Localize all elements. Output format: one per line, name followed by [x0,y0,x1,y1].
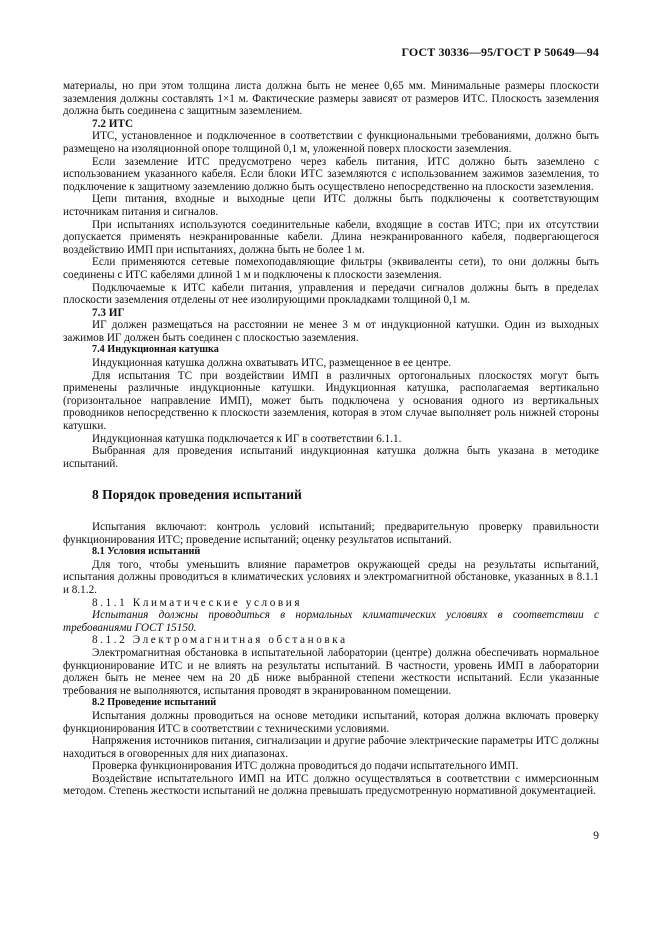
paragraph: Если заземление ИТС предусмотрено через кабель питания, ИТС должно быть заземлено с использованием указанного кабеля. Если блоки ИТС заземляются с использованием зажимов заземления, то подключение к защитному заземлению должно быть осуществлено непосредственно на плоскости заземления. [63,155,599,193]
paragraph: При испытаниях используются соединительные кабели, входящие в состав ИТС; при их отсутствии допускается применять неэкранированные кабели. Длина неэкранированного кабеля, подвергающегося воздействию ИМП при испытаниях, должна быть не более 1 м. [63,218,599,256]
subsection-heading-7-2: 7.2 ИТС [92,117,134,130]
page-header-standard-id: ГОСТ 30336—95/ГОСТ Р 50649—94 [401,45,599,59]
paragraph: Для испытания ТС при воздействии ИМП в различных ортогональных плоскостях могут быть применены различные индукционные катушки. Индукционная катушка, располагаемая вертикально (горизонтальное направление ИМП), может быть подключена у основания одного из вертикальных проводников непосредственно к плоскости заземления, которая в этом случае выполняет роль нижней стороны катушки. [63,369,599,433]
paragraph: Испытания включают: контроль условий испытаний; предварительную проверку правильности функционирования ИТС; проведение испытаний; оценку результатов испытаний. [63,521,599,546]
paragraph: Для того, чтобы уменьшить влияние параметров окружающей среды на результаты испытаний, испытания должны проводиться в климатических условиях и электромагнитной обстановке, указанных в 8.1.1 и 8.1.2. [63,558,599,596]
paragraph: Если применяются сетевые помехоподавляющие фильтры (эквиваленты сети), то они должны быть соединены с ИТС кабелями длиной 1 м и подключены к плоскости заземления. [63,256,599,281]
paragraph: Индукционная катушка должна охватывать ИТС, размещенное в ее центре. [92,357,452,370]
section-heading-8: 8 Порядок проведения испытаний [92,487,302,503]
paragraph: Электромагнитная обстановка в испытательной лаборатории (центре) должна обеспечивать нормальное функционирование ИТС и не влиять на результаты испытаний. В частности, уровень ИМП в лаборатории должен быть не менее чем на 20 дБ ниже выбранной степени жесткости испытаний. Если указанные требования не выполняются, испытания проводят в экранированном помещении. [63,646,599,697]
paragraph: Напряжения источников питания, сигнализации и другие рабочие электрические параметры ИТС должны находиться в оговоренных для них диапазонах. [63,735,599,760]
subsection-heading-7-4: 7.4 Индукционная катушка [92,344,219,356]
paragraph: Проверка функционирования ИТС должна проводиться до подачи испытательного ИМП. [92,760,519,773]
paragraph: Испытания должны проводиться на основе методики испытаний, которая должна включать проверку функционирования ИТС в соответствии с техническими условиями. [63,709,599,735]
paragraph: ИГ должен размещаться на расстоянии не менее 3 м от индукционной катушки. Один из выходных зажимов ИГ должен быть соединен с плоскостью заземления. [63,319,599,344]
paragraph-italic: Испытания должны проводиться в нормальных климатических условиях в соответствии с требованиями ГОСТ 15150. [63,609,599,634]
clause-heading-8-1-2: 8.1.2 Электромагнитная обстановка [92,634,348,647]
paragraph: материалы, но при этом толщина листа должна быть не менее 0,65 мм. Минимальные размеры плоскости заземления должны составлять 1×1 м. Фактические размеры зависят от размеров ИТС. Плоскость заземления должна быть соединена с защитным заземлением. [63,80,599,118]
paragraph: Воздействие испытательного ИМП на ИТС должно осуществляться в соответствии с иммерсионным методом. Степень жесткости испытаний не должна превышать предусмотренную нормативной документацией. [63,772,599,798]
paragraph: Выбранная для проведения испытаний индукционная катушка должна быть указана в методике испытаний. [63,445,599,470]
paragraph: Подключаемые к ИТС кабели питания, управления и передачи сигналов должны быть в пределах плоскости заземления отделены от нее изолирующими прокладками толщиной 0,1 м. [63,281,599,307]
document-body [63,80,599,798]
paragraph: ИТС, установленное и подключенное в соответствии с функциональными требованиями, должно быть размещено на изоляционной опоре толщиной 0,1 м, уложенной поверх плоскости заземления. [63,130,599,155]
paragraph: Индукционная катушка подключается к ИГ в соответствии 6.1.1. [92,432,402,445]
page-number: 9 [593,830,599,842]
subsection-heading-7-3: 7.3 ИГ [92,306,125,319]
clause-heading-8-1-1: 8.1.1 Климатические условия [92,596,303,609]
paragraph: Цепи питания, входные и выходные цепи ИТС должны быть подключены к соответствующим источникам питания и сигналов. [63,193,599,218]
subsection-heading-8-1: 8.1 Условия испытаний [92,546,201,558]
subsection-heading-8-2: 8.2 Проведение испытаний [92,697,217,709]
